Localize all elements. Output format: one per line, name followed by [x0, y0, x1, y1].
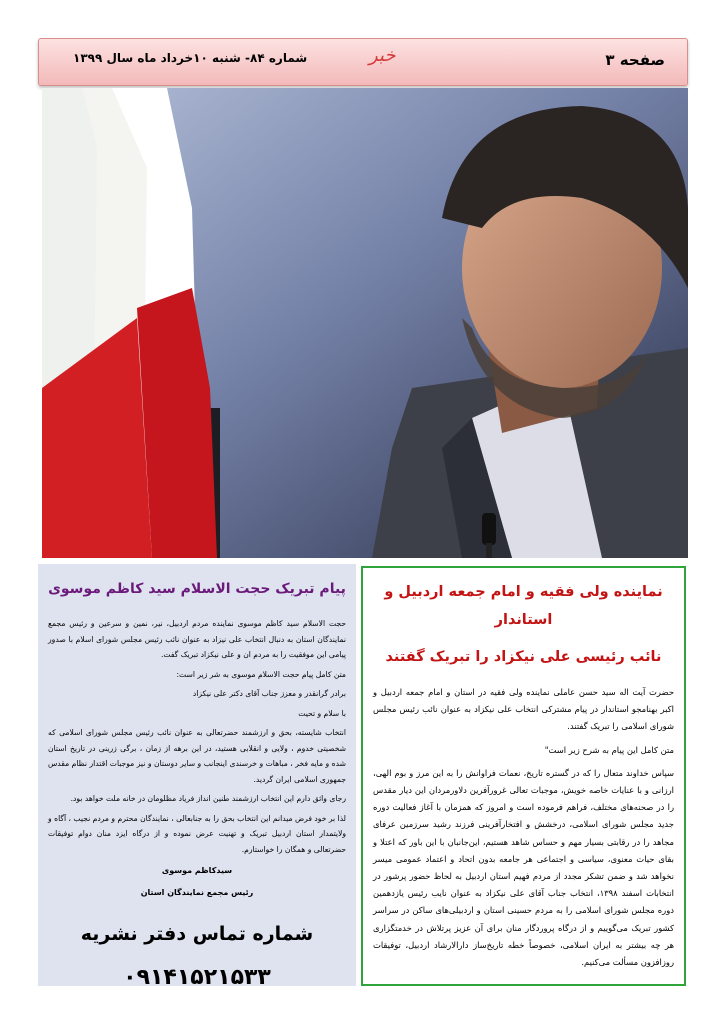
contact-number: ۰۹۱۴۱۵۲۱۵۳۳	[123, 965, 271, 990]
right-article-body	[373, 684, 674, 971]
left-article-body	[48, 616, 346, 857]
signature-name: سیدکاظم موسوی	[161, 866, 233, 875]
signature-role: رئیس مجمع نمایندگان استان	[140, 888, 254, 897]
page-header	[38, 38, 688, 86]
left-article-paragraph: با سلام و تحیت	[298, 708, 346, 718]
left-article-paragraph: حجت الاسلام سید کاظم موسوی نماینده مردم اردبیل، نیر، نمین و سرعین و رئیس مجمع نمایندگان استان به دنبال انتخاب علی نیزاد به عنوان نائب رئیس مجلس شورای اسلام با صدور پیامی این موفقیت را به مردم ان و علی نیکزاد تبریک گفت.	[48, 619, 346, 659]
right-article-title: نماینده ولی فقیه و امام جمعه اردبیل و استاندار	[384, 584, 663, 628]
right-article-paragraph: حضرت آیت اله سید حسن عاملی نماینده ولی فقیه در استان و امام جمعه اردبیل و اکبر بهنامجو استاندار در پیام مشترکی انتخاب علی نیکزاد به عنوان نائب رئیس مجلس شورای اسلامی را تبریک گفتند.	[373, 687, 674, 732]
left-article-title: پیام تبریک حجت الاسلام سید کاظم موسوی	[48, 581, 346, 597]
page-number: صفحه ۳	[605, 51, 665, 69]
left-article-paragraph: برادر گرانقدر و معزز جناب آقای دکتر علی نیکزاد	[192, 689, 346, 698]
section-name: خبر	[369, 45, 396, 66]
left-article-paragraph: لذا بر خود فرض میدانم این انتخاب بحق را به جنابعالی ، نمایندگان محترم و مردم نجیب ، آگاه و ولایتمدار استان اردبیل تبریک و تهنیت عرض نموده و از درگاه ایزد منان دوام توفیقات حضرتعالی و همگان را خواستارم.	[48, 813, 346, 854]
contact-label: شماره تماس دفتر نشریه	[80, 923, 314, 945]
left-article-paragraph: انتخاب شایسته، بحق و ارزشمند حضرتعالی به عنوان نائب رئیس مجلس شورای اسلامی که شخصیتی خدوم ، ولایی و انقلابی هستید، در این برهه از زمان ، برگی زرینی در تاریخ استان شده و مایه فخر ، مباهات و خرسندی اینجانب و سایر دوستان و نیز موجبات اقتدار نظام مقدس جمهوری اسلامی ایران گردید.	[48, 728, 346, 784]
left-article-paragraph: متن کامل پیام حجت الاسلام موسوی به شر زیر است:	[176, 669, 346, 679]
right-article-paragraph: متن کامل این پیام به شرح زیر است"	[544, 744, 674, 755]
portrait-photo	[42, 88, 688, 558]
right-article	[361, 566, 686, 986]
issue-info: شماره ۸۴- شنبه ۱۰خرداد ماه سال ۱۳۹۹	[73, 51, 308, 65]
photo-illustration	[42, 88, 688, 558]
left-article-paragraph: رجای واثق دارم این انتخاب ارزشمند طنین انداز فریاد مظلومان در خانه ملت خواهد بود.	[70, 794, 346, 803]
right-article-subtitle: نائب رئیسی علی نیکزاد را تبریک گفتند	[385, 649, 662, 665]
left-article	[38, 564, 356, 990]
right-article-paragraph: سپاس خداوند متعال را که در گستره تاریخ، نعمات فراوانش را به این مرز و بوم الهی، ارزانی و با عنایات خاصه خویش، موجبات تعالی غرورآفرین دلاورمردان این دیار مقدس را در صحنه‌های مختلف، فراهم فرموده است و امروز که همزمان با آغاز فعالیت دوره جدید مجلس شورای اسلامی، درخشش و افتخارآفرینی فرزند رشید سرزمین عرفای مجاهد را در رقابتی بسیار مهم و حساس شاهد هستیم، این‌جانبان با این باور که اعتلا و بقای حیات معنوی، سیاسی و اجتماعی هر جامعه بدون اتحاد و اعتماد عمومی میسر نخواهد شد و ضمن تشکر مجدد از مردم فهیم استان اردبیل به لحاظ حضور پرشور در انتخابات اسفند ۱۳۹۸، انتخاب جناب آقای علی نیکزاد به عنوان نایب رئیس یازدهمین دوره مجلس شورای اسلامی را به مردم حسینی استان و اردبیلی‌های ساکن در سراسر کشور تبریک می‌گوییم و از درگاه پروردگار منان برای آن عزیز پرتلاش در خدمتگزاری هر چه بیشتر به ایران اسلامی، خصوصاً خطه تاریخ‌ساز دارالارشاد اردبیل، توفیقات روزافزون مسألت می‌کنیم.	[373, 767, 674, 968]
